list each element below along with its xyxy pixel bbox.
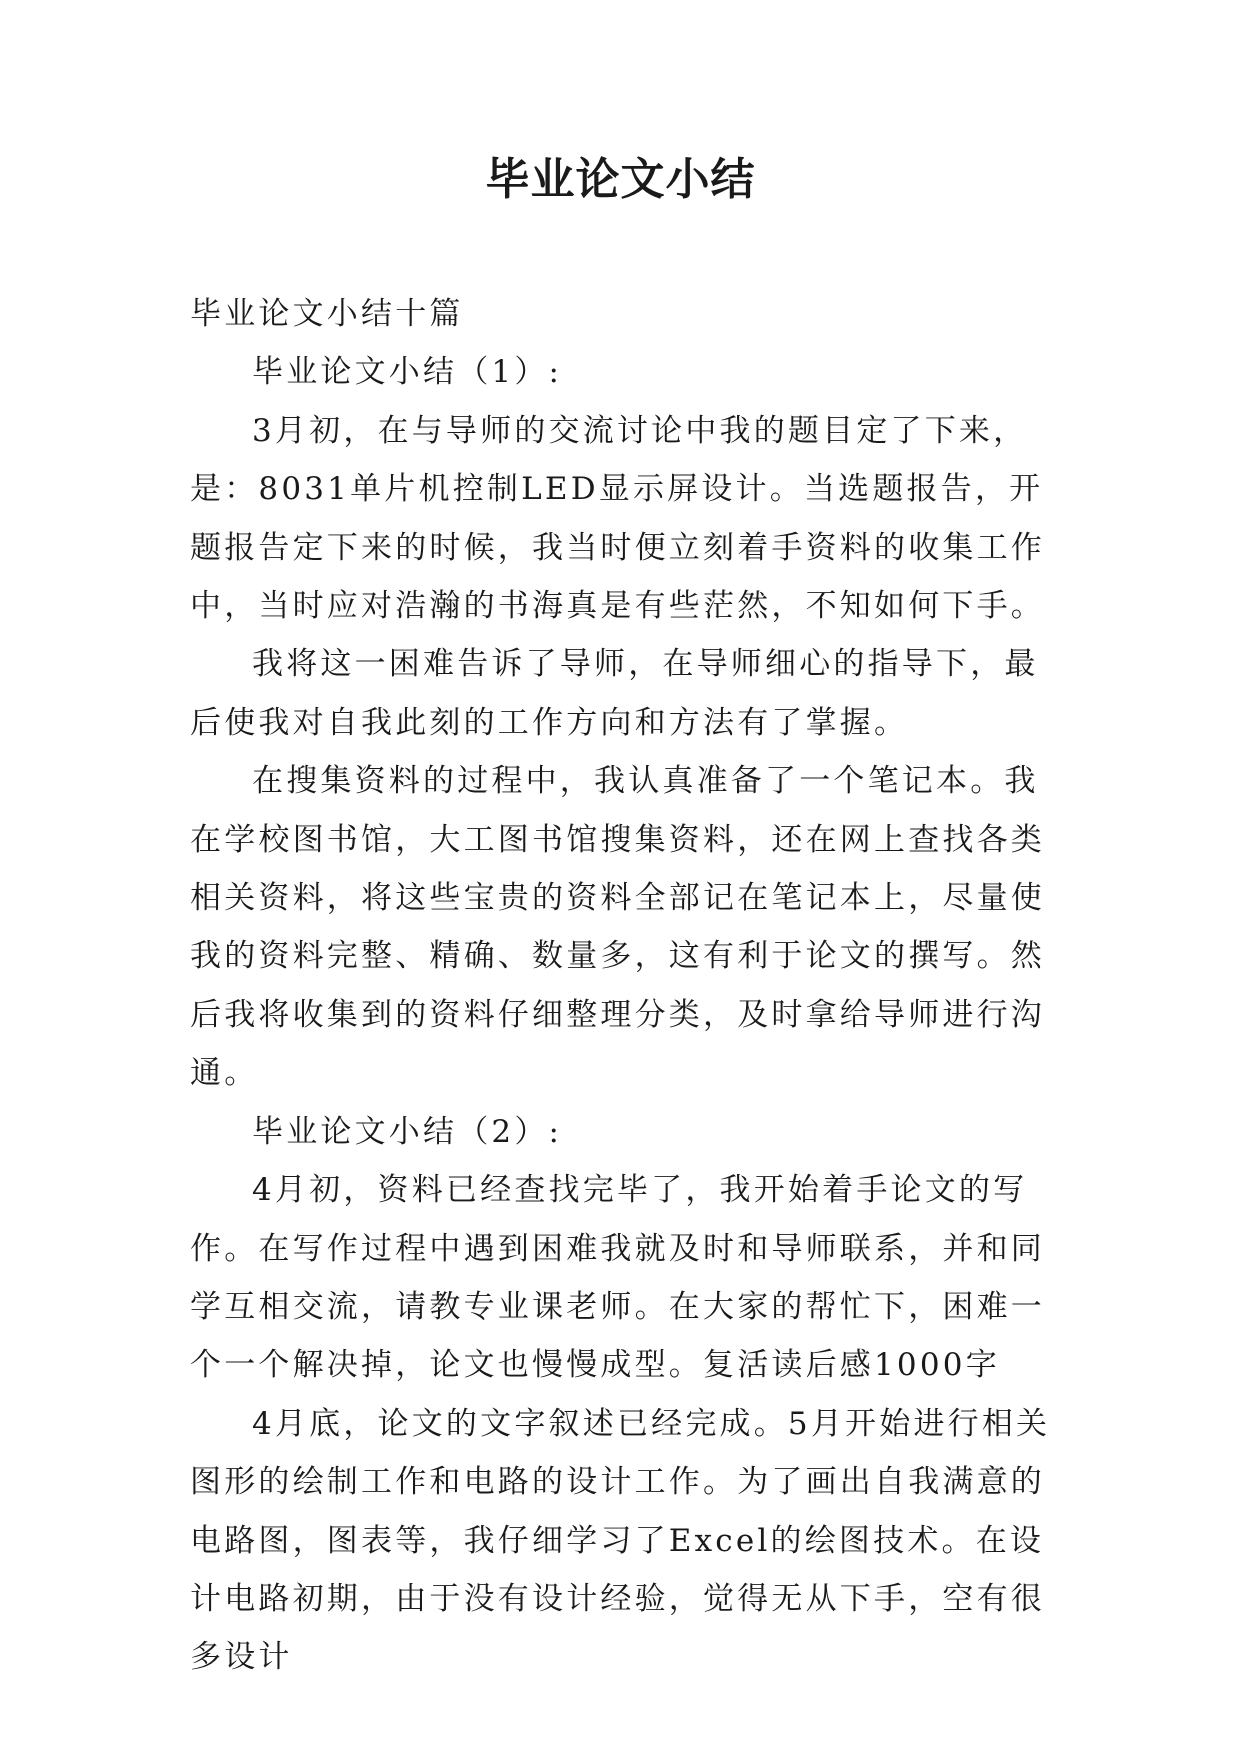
document-body bbox=[190, 285, 1058, 1687]
paragraph: 毕业论文小结（1）: bbox=[252, 354, 563, 391]
paragraph: 在搜集资料的过程中，我认真准备了一个笔记本。我在学校图书馆，大工图书馆搜集资料，还在网上查找各类相关资料，将这些宝贵的资料全部记在笔记本上，尽量使我的资料完整、精确、数量多，这有利于论文的撰写。然后我将收集到的资料仔细整理分类，及时拿给导师进行沟通。 bbox=[190, 763, 1045, 1092]
paragraph: 4月底，论文的文字叙述已经完成。5月开始进行相关图形的绘制工作和电路的设计工作。为了画出自我满意的电路图，图表等，我仔细学习了Excel的绘图技术。在设计电路初期，由于没有设计经验，觉得无从下手，空有很多设计 bbox=[190, 1405, 1051, 1676]
paragraph: 4月初，资料已经查找完毕了，我开始着手论文的写作。在写作过程中遇到困难我就及时和导师联系，并和同学互相交流，请教专业课老师。在大家的帮忙下，困难一个一个解决掉，论文也慢慢成型。复活读后感1000字 bbox=[190, 1172, 1045, 1384]
paragraph: 毕业论文小结（2）: bbox=[252, 1113, 563, 1150]
paragraph: 3月初，在与导师的交流讨论中我的题目定了下来，是：8031单片机控制LED显示屏设计。当选题报告，开题报告定下来的时候，我当时便立刻着手资料的收集工作中，当时应对浩瀚的书海真是有些茫然，不知如何下手。 bbox=[190, 412, 1045, 625]
paragraph: 毕业论文小结十篇 bbox=[190, 296, 464, 332]
document-title: 毕业论文小结 bbox=[485, 154, 756, 205]
paragraph: 我将这一困难告诉了导师，在导师细心的指导下，最后使我对自我此刻的工作方向和方法有了掌握。 bbox=[190, 646, 1039, 741]
